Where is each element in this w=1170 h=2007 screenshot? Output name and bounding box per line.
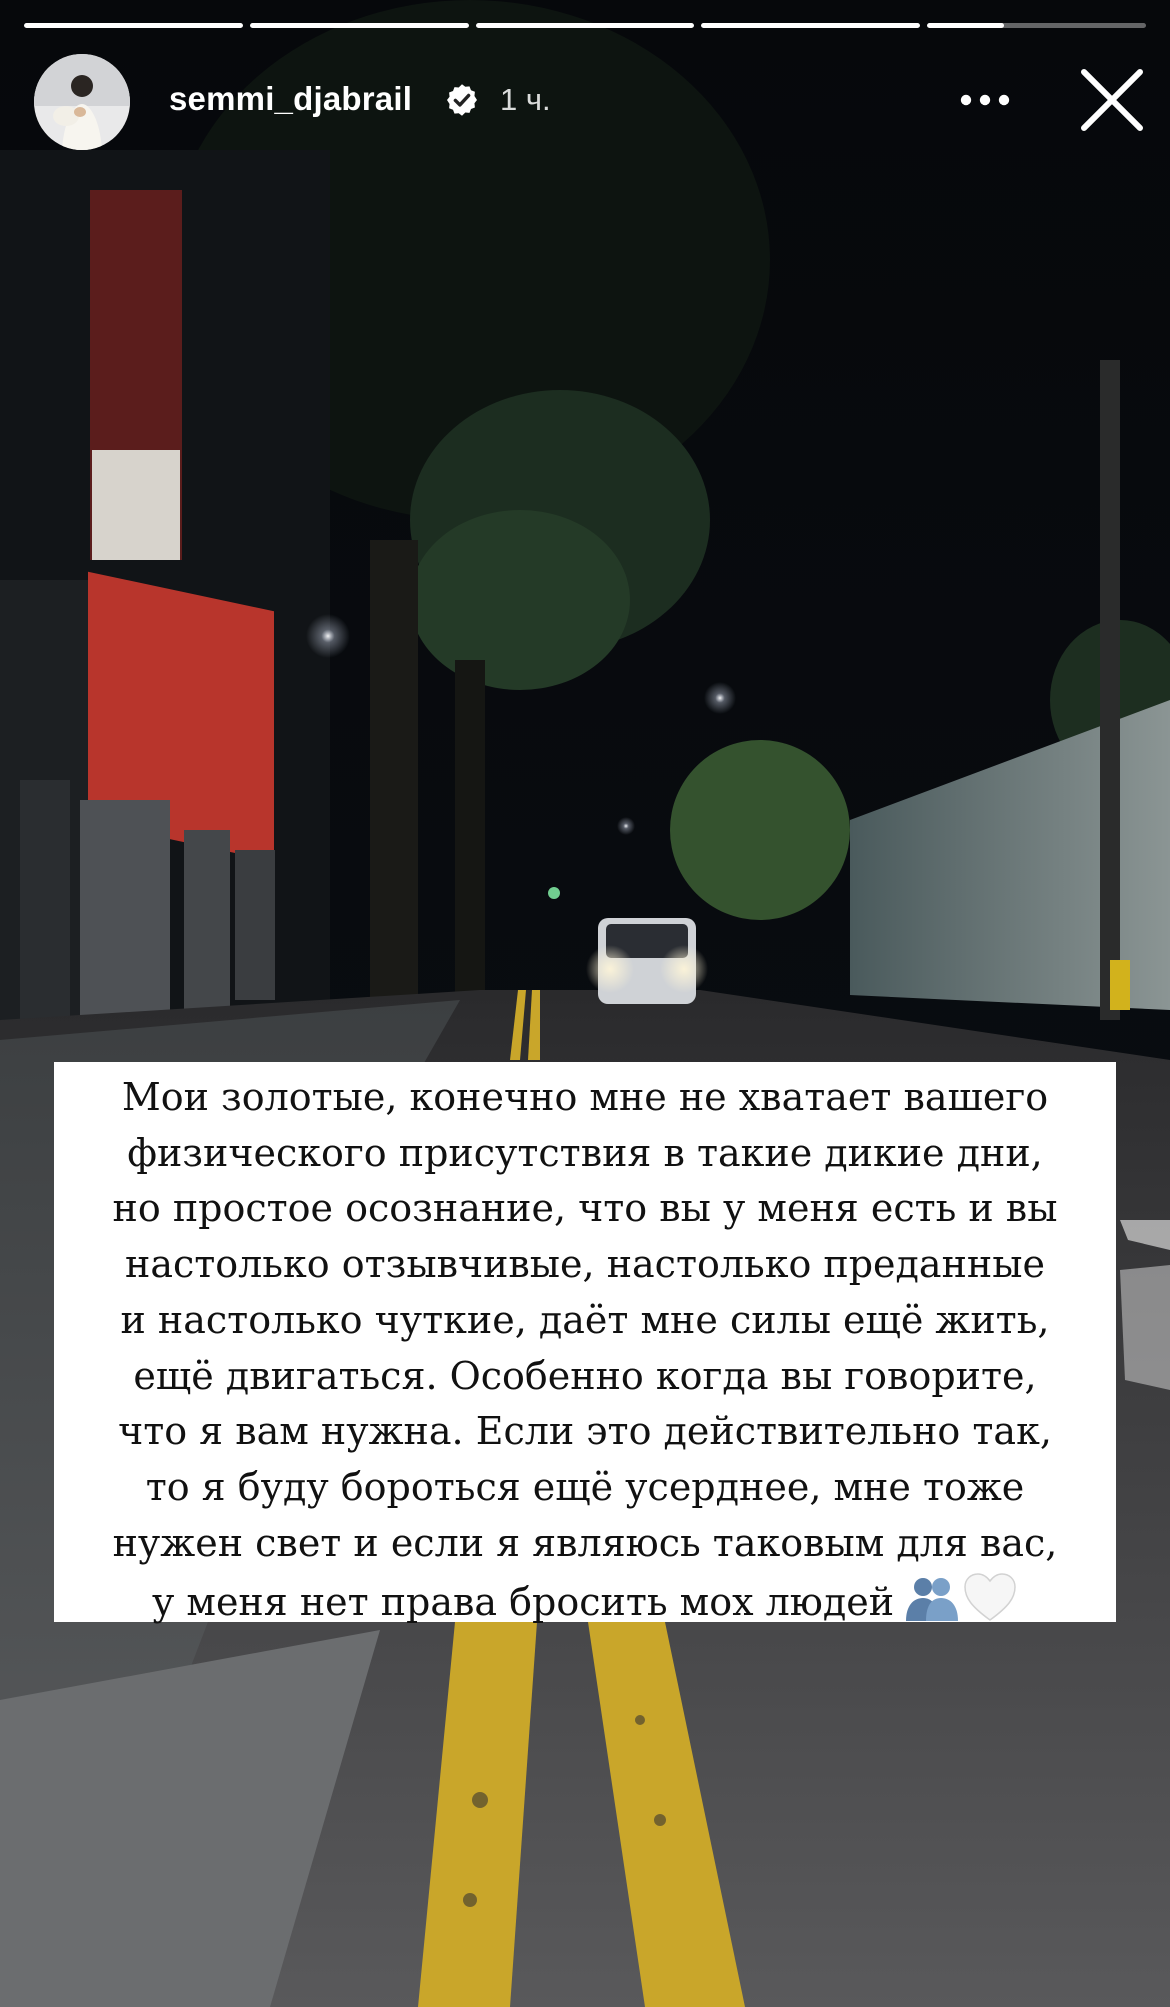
progress-segment [701,23,920,28]
progress-segment [927,23,1146,28]
story-text-line: но простое осознание, что вы у меня есть и вы [112,1186,1058,1231]
close-button[interactable] [1074,62,1150,138]
story-header [34,52,1144,152]
story-text-line: нужен свет и если я являюсь таковым для вас, [112,1520,1058,1565]
story-text-line: Мои золотые, конечно мне не хватает вашего [121,1075,1049,1119]
post-time: 1 ч. [500,82,551,117]
avatar-image [34,54,130,150]
story-text-line: настолько отзывчивые, настолько преданные [125,1242,1045,1287]
progress-segment [250,23,469,28]
story-text-line: и настолько чуткие, даёт мне силы ещё жить, [120,1297,1050,1342]
story-text-line: физического присутствия в такие дикие дни, [127,1130,1043,1175]
progress-segment [476,23,695,28]
story-text-line: ещё двигаться. Особенно когда вы говорите, [133,1353,1037,1398]
progress-segment-fill [927,23,1004,28]
progress-segment-fill [701,23,920,28]
story-text-last-line [74,1571,1096,1631]
story-text-line: что я вам нужна. Если это действительно так, [118,1409,1052,1454]
avatar[interactable] [34,54,130,150]
verified-badge-icon [444,82,480,118]
story-progress-bar [24,23,1146,28]
close-icon [1074,62,1150,138]
people-hugging-icon [904,1575,960,1621]
progress-segment-fill [250,23,469,28]
progress-segment-fill [476,23,695,28]
progress-segment-fill [24,23,243,28]
progress-segment [24,23,243,28]
story-text-line: то я буду бороться ещё усерднее, мне тоже [145,1464,1025,1509]
username[interactable]: semmi_djabrail [169,80,413,117]
story-text-card [54,1062,1116,1625]
white-heart-icon [962,1571,1018,1623]
more-options-button[interactable] [956,72,1014,128]
more-horizontal-icon [959,93,1011,107]
story-text-line: у меня нет права бросить мох людей [151,1580,895,1625]
